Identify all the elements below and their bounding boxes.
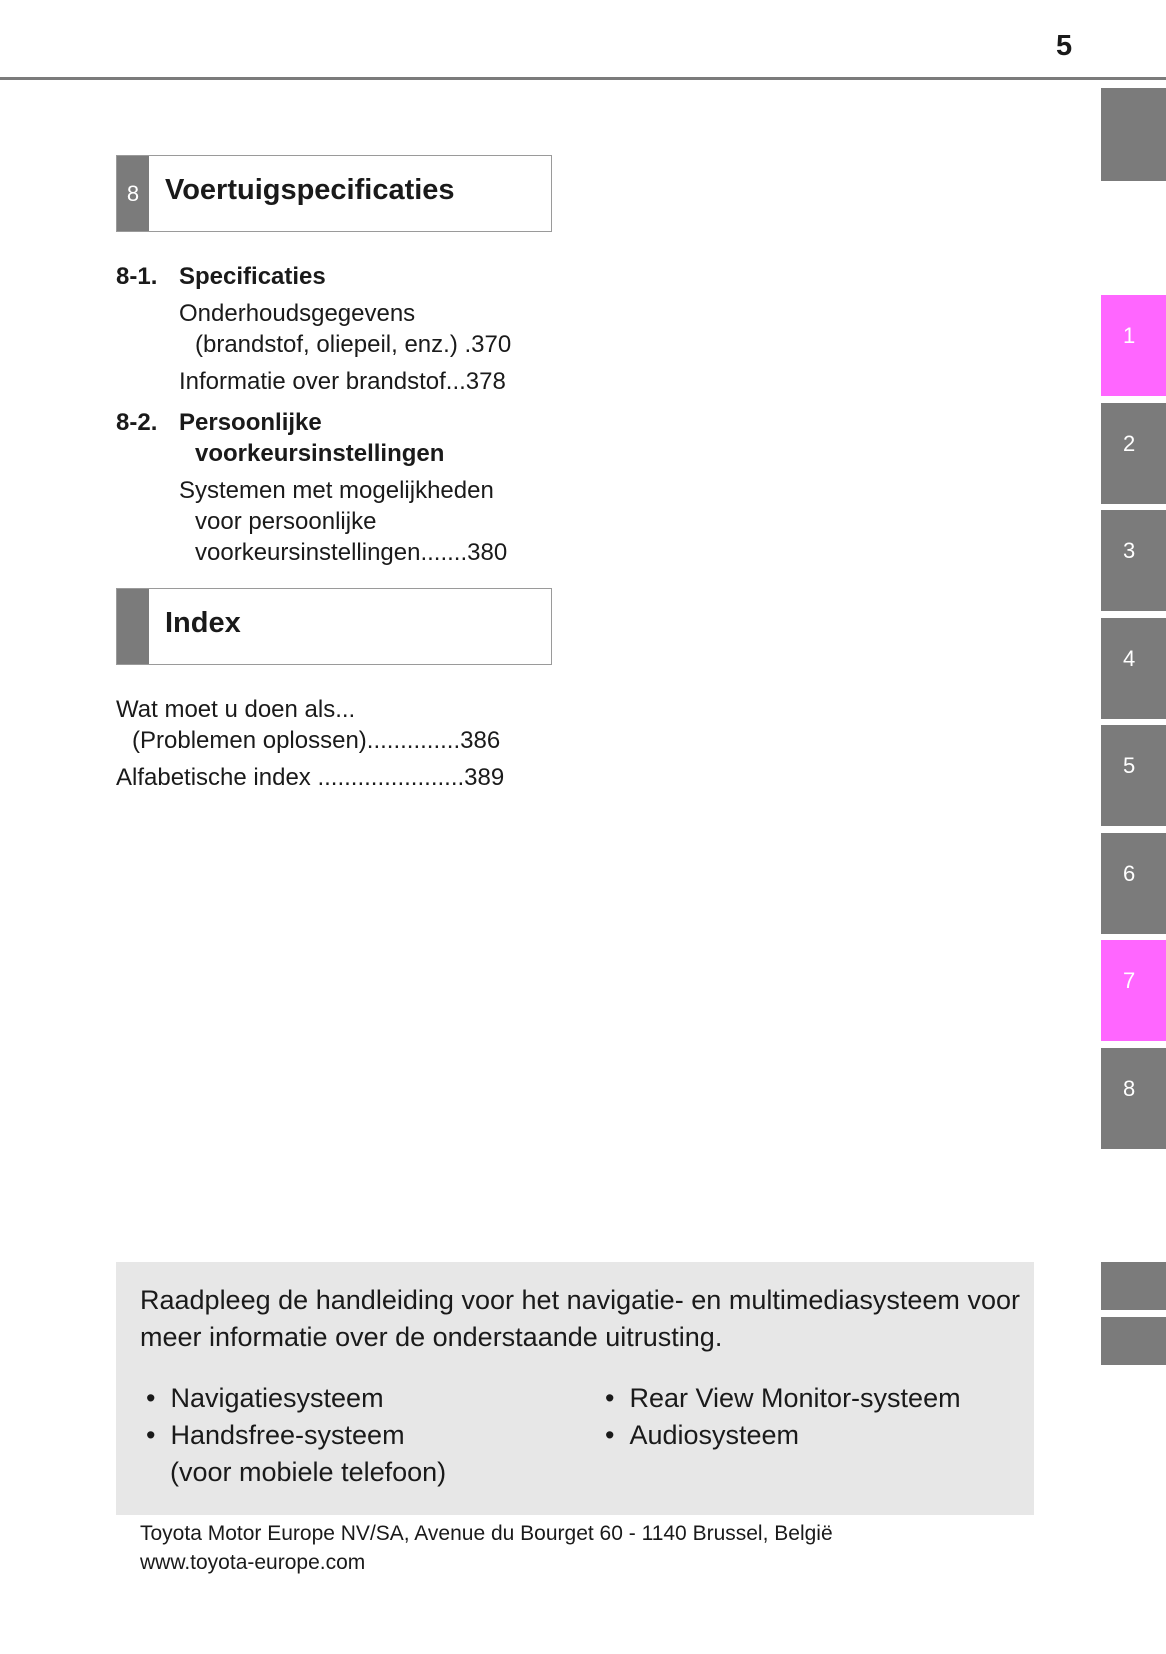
chapter-tab-blank-bottom-2[interactable] [1101, 1317, 1166, 1365]
page-number: 5 [1056, 30, 1073, 62]
chapter-tab-blank-bottom-1[interactable] [1101, 1262, 1166, 1310]
subsection-title[interactable]: Specificaties [179, 263, 326, 290]
bullet-text: Audiosysteem [629, 1420, 800, 1450]
chapter-tab-7[interactable] [1101, 940, 1166, 1041]
bullet-item: • Navigatiesysteem [146, 1383, 384, 1413]
toc-entry[interactable]: Alfabetische index ......................389 [116, 764, 505, 791]
tab-label: 3 [1123, 538, 1136, 563]
subsection-title-continuation[interactable]: voorkeursinstellingen [195, 440, 445, 467]
chapter-tab-4[interactable] [1101, 618, 1166, 719]
toc-entry[interactable]: Wat moet u doen als... [116, 696, 356, 723]
tab-label: 7 [1123, 968, 1136, 993]
toc-entry[interactable]: Onderhoudsgegevens [179, 300, 416, 327]
tab-label: 5 [1123, 753, 1136, 778]
subsection-number: 8-1. [116, 263, 158, 290]
tab-label: 8 [1123, 1076, 1136, 1101]
bullet-item: • Rear View Monitor-systeem [605, 1383, 961, 1413]
subsection-number: 8-2. [116, 409, 158, 436]
bullet-text: Navigatiesysteem [170, 1383, 384, 1413]
header-rule [0, 77, 1166, 80]
bullet-item: • Handsfree-systeem [146, 1420, 405, 1450]
chapter-tab-8[interactable] [1101, 1048, 1166, 1149]
tab-label: 4 [1123, 646, 1136, 671]
chapter-tab-3[interactable] [1101, 510, 1166, 611]
toc-entry-continuation[interactable]: voor persoonlijke [195, 508, 377, 535]
bullet-item: • Audiosysteem [605, 1420, 800, 1450]
section-marker [117, 589, 149, 664]
bullet-text: Rear View Monitor-systeem [629, 1383, 961, 1413]
section-8-header [116, 155, 552, 232]
chapter-tab-6[interactable] [1101, 833, 1166, 934]
tab-label: 2 [1123, 431, 1136, 456]
toc-entry[interactable]: Systemen met mogelijkheden [179, 477, 494, 504]
toc-entry-continuation[interactable]: voorkeursinstellingen.......380 [195, 539, 508, 566]
note-text: Raadpleeg de handleiding voor het navigatie- en multimediasysteem voor meer informatie over de onderstaande uitrusting. [140, 1285, 1020, 1352]
index-header [116, 588, 552, 665]
bullet-text: Handsfree-systeem [170, 1420, 405, 1450]
toc-entry-continuation[interactable]: (brandstof, oliepeil, enz.) .370 [195, 331, 512, 358]
toc-entry[interactable]: Informatie over brandstof...378 [179, 368, 506, 395]
subsection-title[interactable]: Persoonlijke [179, 409, 322, 436]
chapter-tab-5[interactable] [1101, 725, 1166, 826]
info-note-box [116, 1262, 1034, 1515]
section-title: Voertuigspecificaties [165, 174, 455, 206]
tab-label: 6 [1123, 861, 1136, 886]
chapter-tab-1[interactable] [1101, 295, 1166, 396]
bullet-continuation: (voor mobiele telefoon) [170, 1457, 447, 1487]
chapter-tab-blank-top[interactable] [1101, 88, 1166, 181]
section-number-marker: 8 [117, 156, 149, 231]
footer-address: Toyota Motor Europe NV/SA, Avenue du Bourget 60 - 1140 Brussel, België [140, 1522, 833, 1545]
section-title: Index [165, 607, 241, 639]
chapter-tab-2[interactable] [1101, 403, 1166, 504]
toc-entry-continuation[interactable]: (Problemen oplossen)..............386 [132, 727, 501, 754]
tab-label: 1 [1123, 323, 1136, 348]
footer-website[interactable]: www.toyota-europe.com [140, 1551, 366, 1574]
